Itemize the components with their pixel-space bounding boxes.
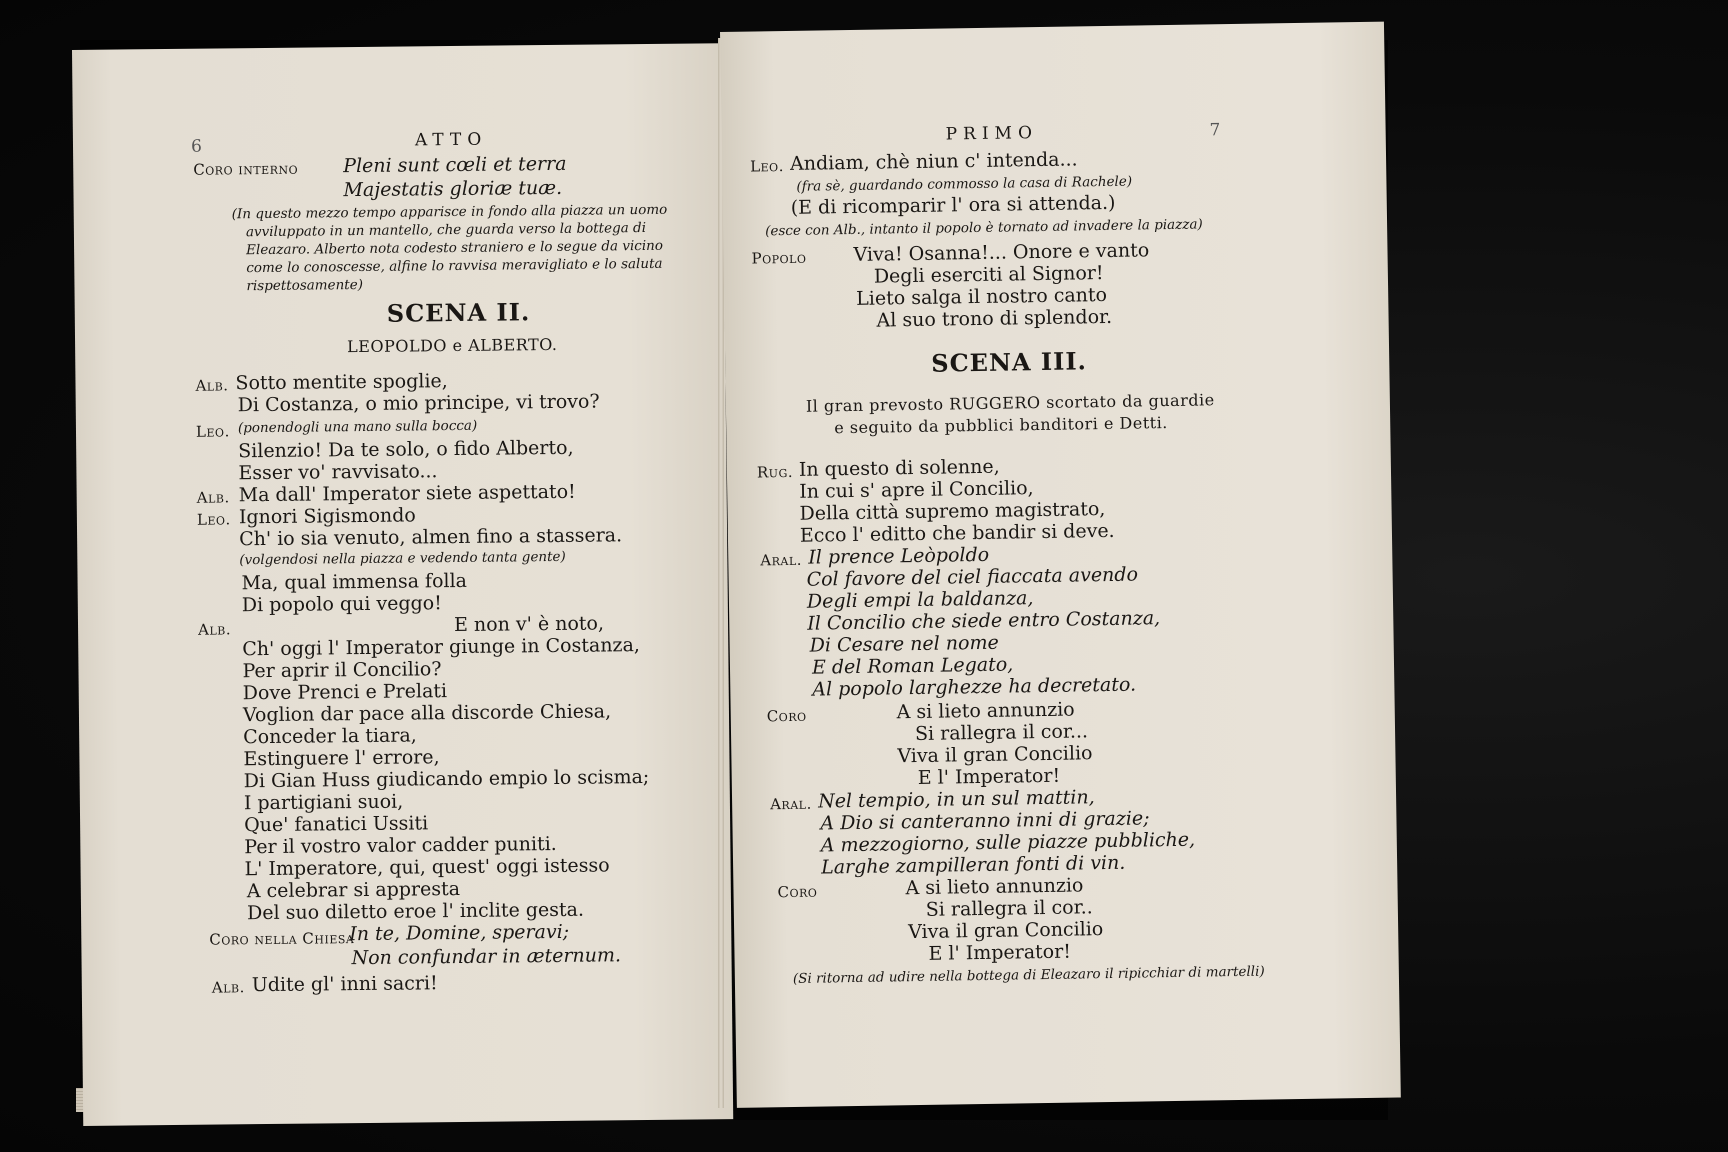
verse-line: Ma, qual immensa folla [241,569,468,595]
left-page [72,43,733,1126]
scene-characters: LEOPOLDO e ALBERTO. [347,334,558,357]
verse-line: Per il vostro valor cadder puniti. [244,832,557,859]
verse-line: Non confundar in æternum. [351,944,622,970]
verse-line: A mezzogiorno, sulle piazze pubbliche, [820,828,1196,857]
verse-line: E l' Imperator! [928,940,1072,965]
verse-line: Di Gian Huss giudicando empio lo scisma; [243,765,650,793]
verse-line: Viva! Osanna!... Onore e vanto [853,239,1150,266]
stage-direction: come lo conoscesse, alfine lo ravvisa meravigliato e lo saluta [246,255,663,277]
page-number: 6 [190,136,202,157]
verse-line: Pleni sunt cœli et terra [343,152,567,178]
stage-direction: (In questo mezzo tempo apparisce in fondo alla piazza un uomo [231,201,668,223]
verse-line: In cui s' apre il Concilio, [799,477,1034,503]
verse-line: Viva il gran Concilio [907,918,1104,944]
speaker: Alb. [197,620,232,639]
verse-line: I partigiani suoi, [243,790,404,815]
stage-direction: (fra sè, guardando commosso la casa di Rachele) [796,173,1133,195]
speaker: Alb. [195,376,229,395]
verse-line: Col favore del ciel fiaccata avendo [806,563,1139,591]
verse-line: Andiam, chè niun c' intenda... [789,148,1078,175]
verse-line: In te, Domine, speravi; [349,920,570,946]
speaker: Aral. [769,794,812,814]
speaker: Leo. [196,510,231,529]
stage-direction: (volgendosi nella piazza e vedendo tanta gente) [239,548,566,569]
running-head: PRIMO [945,123,1039,145]
speaker: Coro nella Chiesa [209,929,355,949]
verse-line: Nel tempio, in un sul mattin, [817,786,1095,813]
verse-line: Del suo diletto eroe l' inclite gesta. [246,898,585,925]
verse-line: Della città supremo magistrato, [799,498,1106,525]
speaker: Alb. [211,978,245,997]
speaker: Rug. [756,462,794,482]
scene-heading: SCENA II. [386,297,531,328]
speaker: Coro [766,706,807,726]
verse-line: Ch' io sia venuto, almen fino a stassera. [239,524,623,551]
verse-line: L' Imperatore, qui, quest' oggi istesso [244,854,610,881]
verse-line: A celebrar si appresta [246,877,461,903]
verse-line: A si lieto annunzio [905,874,1084,900]
verse-line: Al suo trono di splendor. [876,305,1113,332]
verse-line: E non v' è noto, [453,612,605,637]
speaker: Popolo [751,248,807,268]
verse-line: A Dio si canteranno inni di grazie; [820,807,1150,835]
verse-line: Estinguere l' errore, [243,746,440,771]
verse-line: Al popolo larghezze ha decretato. [812,673,1137,701]
verse-line: Esser vo' ravvisato... [238,460,438,485]
verse-line: Ignori Sigismondo [238,504,416,529]
speaker: Alb. [196,488,230,507]
speaker: Leo. [195,422,230,441]
stage-direction: (esce con Alb., intanto il popolo è tornato ad invadere la piazza) [765,216,1203,240]
stage-direction: avviluppato in un mantello, che guarda verso la bottega di [245,219,647,241]
verse-line: Di Costanza, o mio principe, vi trovo? [237,390,600,417]
verse-line: Degli eserciti al Signor! [873,262,1104,288]
verse-line: Que' fanatici Ussiti [244,812,429,837]
verse-line: Udite gl' inni sacri! [251,972,438,997]
verse-line: Di popolo qui veggo! [241,592,442,617]
verse-line: Si rallegra il cor.. [925,896,1093,921]
verse-line: E del Roman Legato, [811,653,1014,679]
verse-line: Conceder la tiara, [243,724,417,749]
verse-line: Silenzio! Da te solo, o fido Alberto, [238,436,574,463]
verse-line: Majestatis gloriæ tuæ. [343,176,563,202]
verse-line: Ch' oggi l' Imperator giunge in Costanza, [242,634,640,661]
verse-line: Ma dall' Imperator siete aspettato! [238,480,576,507]
open-libretto [72,30,1384,1116]
verse-line: Larghe zampilleran fonti di vin. [820,851,1126,879]
speaker: Aral. [760,550,803,570]
right-page [720,22,1401,1108]
speaker: Coro interno [193,159,299,179]
verse-line: Per aprir il Concilio? [242,658,442,683]
verse-line: Il Concilio che siede entro Costanza, [807,607,1161,635]
verse-line: E l' Imperator! [917,764,1061,789]
stage-direction: Eleazaro. Alberto nota codesto straniero e lo segue da vicino [246,237,664,259]
stage-direction: rispettosamente) [246,276,364,295]
scene-heading: SCENA III. [931,346,1088,378]
verse-line: A si lieto annunzio [896,698,1075,724]
verse-line: (E di ricomparir l' ora si attenda.) [790,191,1116,219]
verse-line: Degli empi la baldanza, [806,587,1034,613]
verse-line: Ecco l' editto che bandir si deve. [799,519,1115,547]
verse-line: Il prence Leòpoldo [808,543,990,569]
verse-line: Di Cesare nel nome [809,631,999,657]
verse-line: Si rallegra il cor... [914,720,1089,746]
stage-direction: (ponendogli una mano sulla bocca) [237,417,478,437]
running-head: ATTO [414,129,488,151]
scene-characters: Il gran prevosto RUGGERO scortato da guardie [805,390,1215,416]
verse-line: Viva il gran Concilio [897,742,1093,768]
scene-characters: e seguito da pubblici banditori e Detti. [834,413,1168,438]
verse-line: Sotto mentite spoglie, [235,370,448,395]
page-number: 7 [1209,120,1221,141]
speaker: Coro [777,882,818,902]
verse-line: Voglion dar pace alla discorde Chiesa, [242,700,612,727]
verse-line: Lieto salga il nostro canto [856,283,1108,310]
speaker: Leo. [749,157,785,176]
stage-direction: (Si ritorna ad udire nella bottega di Eleazaro il ripicchiar di martelli) [792,963,1265,987]
verse-line: Dove Prenci e Prelati [242,680,448,705]
verse-line: In questo di solenne, [798,455,1000,481]
